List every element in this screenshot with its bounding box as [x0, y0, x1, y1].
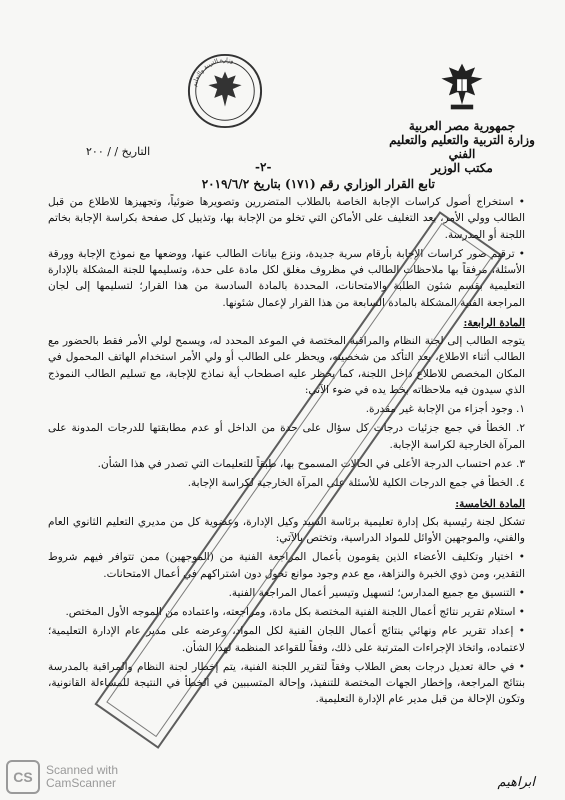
document-heading: تابع القرار الوزاري رقم (١٧١) بتاريخ ٢٠١٩/٦/٢: [201, 177, 435, 191]
list-item: ٤. الخطأ في جمع الدرجات الكلية للأسئلة على المرآة الخارجية لكراسة الإجابة.: [187, 477, 525, 490]
eagle-emblem-icon: [434, 58, 490, 114]
camscanner-logo-icon: CS: [6, 760, 40, 794]
list-item: • استلام تقرير نتائج أعمال اللجنة الفنية المختصة بكل مادة، ومراجعته، واعتماده من الموجه الأول المختص.: [48, 604, 525, 620]
camscanner-watermark: [6, 760, 118, 794]
list-item: • التنسيق مع جميع المدارس؛ لتسهيل وتيسير أعمال المراجعة الفنية.: [48, 585, 525, 601]
watermark-line-1: Scanned with: [46, 762, 119, 777]
paragraph: • استخراج أصول كراسات الإجابة الخاصة بالطلاب المتضررين وتصويرها ضوئياً، وتجهيزها للاطلاع من قبل الطالب وولي الأمر، بعد التغليف على الأماكن التي تخلو من الإجابة بها، وتذييل كل صفحة بكراسة الإجابة بخاتم اللجنة أو المدرسة.: [48, 194, 525, 243]
list-item: • إعداد تقرير عام ونهائي بنتائج أعمال اللجان الفنية لكل المواد، وعرضه على مدير عام الإدارة التعليمية؛ لاعتماده، واتخاذ الإجراءات المترتبة على ذلك، وفقاً للقواعد المنظمة لهذا الشأن.: [48, 623, 525, 656]
date-line: التاريخ / / ٢٠٠: [86, 145, 151, 158]
section-5-title: المادة الخامسة:: [455, 497, 525, 510]
header-office: مكتب الوزير: [431, 160, 493, 175]
svg-text:وزارة التربية والتعليم: وزارة التربية والتعليم: [192, 57, 235, 88]
list-item: • اختيار وتكليف الأعضاء الذين يقومون بأعمال المراجعة الفنية من (الموجهين) ممن تتوافر فيهم شروط التقدير، ومن ذوي الخبرة والنزاهة، مع عدم وجود موانع تحول دون اشتراكهم في أعمال الامتحانات.: [48, 549, 525, 582]
header-country: جمهورية مصر العربية: [408, 119, 516, 134]
section-5-intro: تشكل لجنة رئيسية بكل إدارة تعليمية برئاسة السيد وكيل الإدارة، وعضوية كل من مديري التعليم الثانوي العام والفني، والموجهين الأوائل للمواد الدراسية، وتختص بالآتي:: [48, 515, 525, 545]
document-body: [48, 194, 525, 711]
section-4-title: المادة الرابعة:: [463, 316, 525, 329]
watermark-line-2: CamScanner: [46, 776, 117, 790]
list-item: • في حالة تعديل درجات بعض الطلاب وفقاً لتقرير اللجنة الفنية، يتم إخطار لجنة النظام والمراقبة بالمدرسة بنتائج المراجعة، وإخطار الجهات المختصة للتنفيذ، وإحالة المتسببين في الخطأ في النتيجة للمساءلة القانونية، وتكون الإحالة من قبل مدير عام الإدارة التعليمية.: [48, 659, 525, 708]
page-number: -٢-: [255, 160, 272, 174]
header-ministry: وزارة التربية والتعليم والتعليم الفني: [389, 133, 535, 161]
ministry-seal-icon: [186, 52, 264, 130]
list-item: ٣. عدم احتساب الدرجة الأعلى في الحالات المسموح بها، طبقاً للتعليمات التي تصدر في هذا الشأن.: [97, 457, 525, 470]
paragraph: • ترقيم صور كراسات الإجابة بأرقام سرية جديدة، ونزع بيانات الطالب عنها، ووضعها مع نموذج الإجابة وورقة الأسئلة، مرفقاً بها ملاحظات الطالب في مظروف مغلق لكل مادة على حدة، وتسليمها للجنة المشكلة بالإدارة التعليمية بقسم شئون الطلبة والامتحانات، المحددة بالمادة السادسة من هذا القرار؛ لتسليمها إلى لجان المراجعة الفنية المشكلة بالمادة السابعة من هذا القرار لإعمال شئونها.: [48, 246, 525, 311]
list-item: ٢. الخطأ في جمع جزئيات درجات كل سؤال على حدة من الداخل أو عدم مطابقتها للدرجات المدونة على المرآة الخارجية لكراسة الإجابة.: [48, 422, 525, 451]
camscanner-text: [46, 764, 118, 790]
section-4-intro: يتوجه الطالب إلى لجنة النظام والمراقبة المختصة في الموعد المحدد له، ويسمح لولي الأمر فقط بالحضور مع الطالب أثناء الاطلاع، بعد التأكد من شخصيته، ويحظر على الطالب أو ولي الأمر استخدام الهاتف المحمول في المكان المخصص للاطلاع داخل اللجنة، كما يحظر عليه اصطحاب أية نماذج للإجابة، مع تسليم الطالب النموذج الذي سيدون فيه ملاحظاته بخط يده في ضوء الآتي:: [48, 335, 525, 396]
letterhead: [377, 58, 547, 176]
signature: ابراهيم: [497, 775, 535, 790]
list-item: ١. وجود أجزاء من الإجابة غير مقدرة.: [365, 403, 525, 416]
